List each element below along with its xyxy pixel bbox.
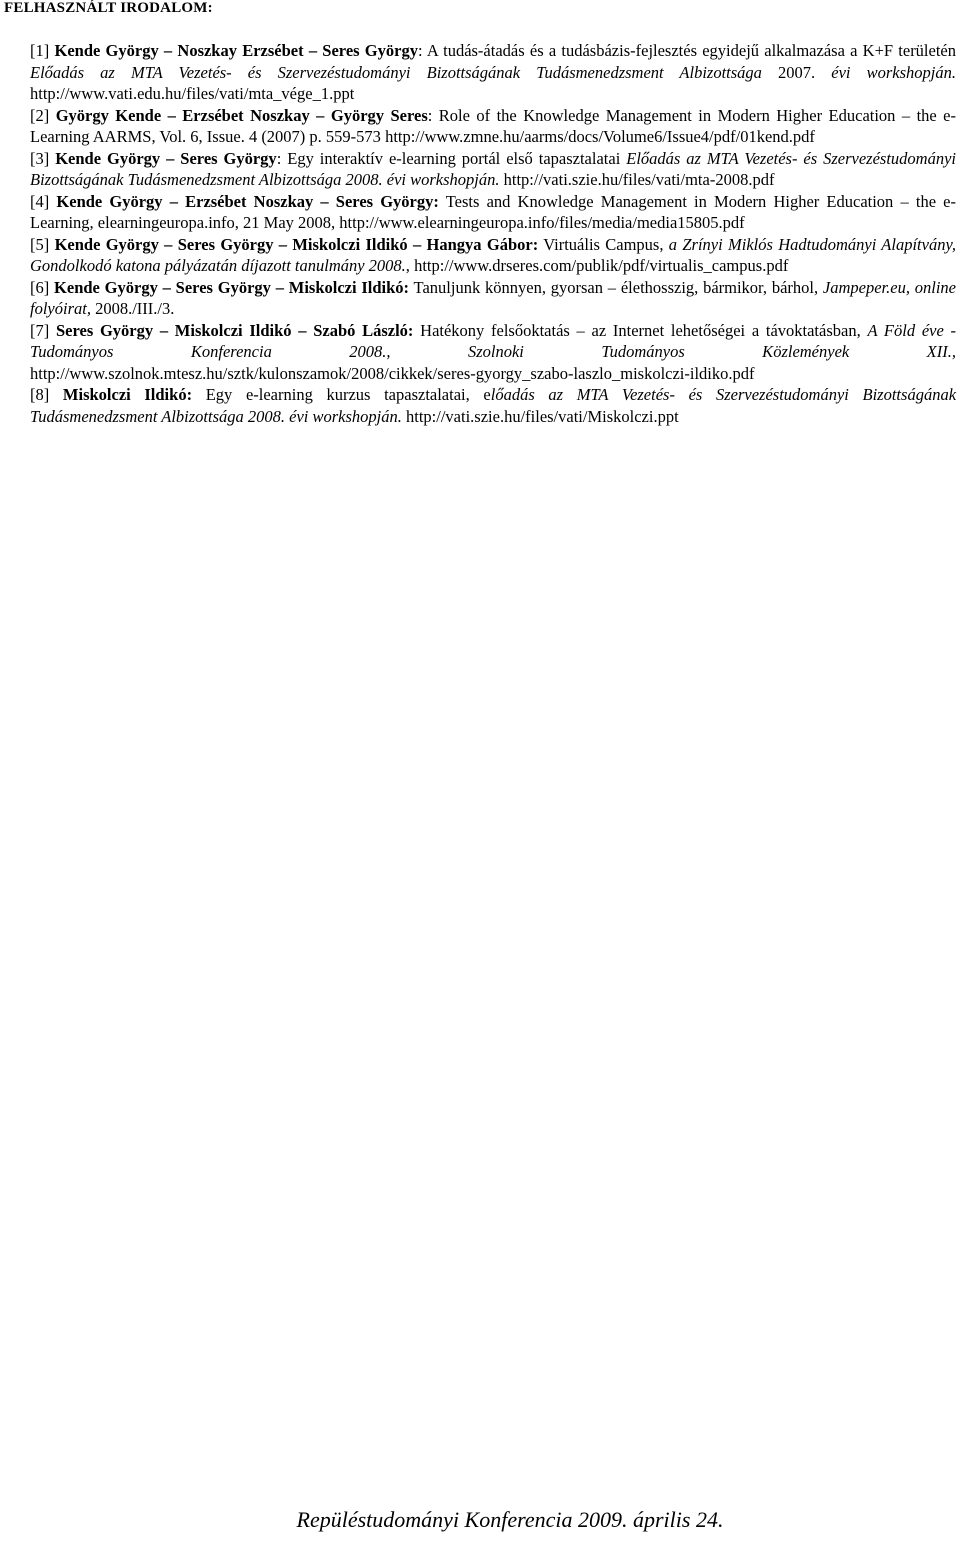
reference-url[interactable]: http://vati.szie.hu/files/vati/mta-2008.pdf (499, 170, 775, 189)
reference-title: Egy e-learning kurzus tapasztalatai, e (205, 385, 491, 404)
reference-url[interactable]: http://www.drseres.com/publik/pdf/virtualis_campus.pdf (409, 256, 789, 275)
reference-item (30, 384, 956, 427)
reference-number: [2] (30, 105, 50, 125)
reference-venue: lőadás az MTA Vezetés- és Szervezéstudományi Bizottságának Tudásmenedzsment Albizottsága 2008. évi workshopján. (30, 385, 957, 426)
reference-separator: : (427, 105, 439, 125)
reference-item (30, 148, 956, 191)
reference-item (30, 105, 956, 148)
reference-issue: 2008./III./3. (90, 299, 175, 318)
page-footer (0, 1507, 960, 1533)
reference-number: [7] (30, 320, 50, 340)
reference-item (30, 234, 956, 277)
reference-url[interactable]: http://www.vati.edu.hu/files/vati/mta_vége_1.ppt (30, 84, 355, 103)
reference-number: [1] (30, 41, 50, 60)
reference-title: Tanuljunk könnyen, gyorsan – élethosszig, bármikor, bárhol, (413, 277, 823, 297)
reference-venue: Előadás az MTA Vezetés- és Szervezéstudományi Bizottságának Tudásmenedzsment Albizottsága (30, 62, 762, 82)
footer-text: Repüléstudományi Konferencia 2009. április 24. (296, 1507, 724, 1532)
reference-list (30, 40, 956, 427)
reference-authors: Kende György – Erzsébet Noszkay – Seres György: (56, 191, 439, 211)
reference-authors: Kende György – Seres György – Miskolczi Ildikó: (54, 277, 410, 297)
reference-number: [5] (30, 234, 50, 254)
reference-title: Egy interaktív e-learning portál első tapasztalatai (287, 148, 627, 168)
reference-authors: György Kende – Erzsébet Noszkay – György Seres (55, 105, 428, 125)
reference-venue: A Föld éve - Tudományos Konferencia 2008., Szolnoki Tudományos Közlemények XII., (30, 320, 956, 361)
reference-authors: Kende György – Seres György (55, 148, 277, 168)
reference-number: [3] (30, 148, 50, 168)
reference-number: [8] (30, 385, 50, 404)
reference-authors: Seres György – Miskolczi Ildikó – Szabó László: (55, 320, 414, 340)
reference-title: A tudás-átadás és a tudásbázis-fejlesztés egyidejű alkalmazása a K+F területén (426, 41, 956, 60)
reference-venue: Előadás az MTA Vezetés- és Szervezéstudományi Bizottságának Tudásmenedzsment Albizottsága 2008. évi workshopján. (30, 148, 956, 189)
reference-title: Role of the Knowledge Management in Modern Higher Education – the e-Learning AARMS, Vol. 6, Issue. 4 (2007) p. 559-573 (30, 105, 957, 146)
reference-authors: Kende György – Seres György – Miskolczi Ildikó – Hangya Gábor: (54, 234, 539, 254)
reference-authors: Miskolczi Ildikó: (62, 385, 193, 404)
reference-item (30, 40, 956, 105)
reference-year: 2007. (761, 62, 816, 82)
reference-title: Tests and Knowledge Management in Modern Higher Education – the e-Learning, elearningeuropa.info, 21 May 2008, (30, 191, 956, 232)
reference-venue: Jampeper.eu, online folyóirat, (30, 277, 956, 318)
reference-venue: a Zrínyi Miklós Hadtudományi Alapítvány, Gondolkodó katona pályázatán díjazott tanulmány 2008., (30, 234, 957, 275)
reference-separator: : (276, 148, 288, 168)
reference-separator (192, 385, 206, 404)
reference-url[interactable]: http://www.zmne.hu/aarms/docs/Volume6/Issue4/pdf/01kend.pdf (380, 127, 815, 146)
reference-venue-cont: évi workshopján. (815, 62, 956, 82)
reference-authors: Kende György – Noszkay Erzsébet – Seres György (54, 41, 418, 60)
reference-item (30, 320, 956, 385)
reference-number: [6] (30, 277, 50, 297)
reference-item (30, 277, 956, 320)
reference-url[interactable]: http://vati.szie.hu/files/vati/Miskolczi.ppt (401, 406, 679, 426)
reference-url[interactable]: http://www.elearningeuropa.info/files/media/media15805.pdf (335, 213, 745, 232)
reference-number: [4] (30, 191, 50, 211)
page-heading: FELHASZNÁLT IRODALOM: (4, 0, 213, 16)
reference-title: Virtuális Campus, (543, 234, 669, 254)
reference-separator: : (417, 41, 427, 60)
reference-item (30, 191, 956, 234)
reference-title: Hatékony felsőoktatás – az Internet lehetőségei a távoktatásban, (420, 320, 868, 340)
reference-url[interactable]: http://www.szolnok.mtesz.hu/sztk/kulonszamok/2008/cikkek/seres-gyorgy_szabo-laszlo_miskolczi-ildiko.pdf (30, 363, 755, 383)
reference-separator (439, 192, 446, 211)
